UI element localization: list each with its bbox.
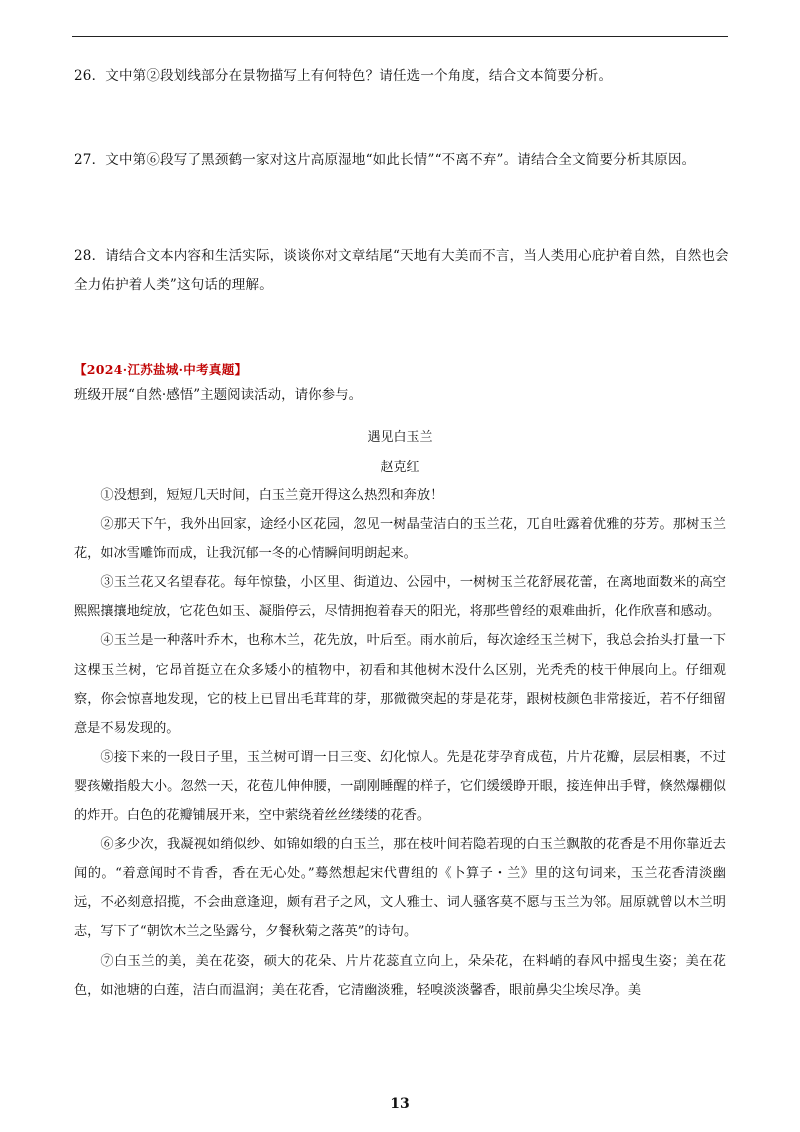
paragraph-2: ②那天下午，我外出回家，途经小区花园，忽见一树晶莹洁白的玉兰花，兀自吐露着优雅的芬芳。那树玉兰花，如冰雪雕饰而成，让我沉郁一冬的心情瞬间明朗起来。: [74, 517, 726, 562]
source-tag: 【2024·江苏盐城·中考真题】: [74, 362, 248, 377]
paragraph-7: ⑦白玉兰的美，美在花姿，硕大的花朵、片片花蕊直立向上，朵朵花，在料峭的春风中摇曳生姿；美在花色，如池塘的白莲，洁白而温润；美在花香，它清幽淡雅，轻嗅淡淡馨香，眼前鼻尖尘埃尽净。美: [74, 953, 726, 998]
paragraph-1: ①没想到，短短几天时间，白玉兰竟开得这么热烈和奔放！: [100, 488, 444, 503]
top-rule: [72, 36, 728, 37]
paragraph-6: ⑥多少次，我凝视如绡似纱、如锦如缎的白玉兰，那在枝叶间若隐若现的白玉兰飘散的花香是不用你靠近去闻的。“着意闻时不肯香，香在无心处。”蓦然想起宋代曹组的《卜算子・兰》里的这句词来，玉兰花香清淡幽远，不必刻意招揽，不会曲意逢迎，颇有君子之风，文人雅士、词人骚客莫不愿与玉兰为邻。屈原就曾以木兰明志，写下了“朝饮木兰之坠露兮，夕餐秋菊之落英”的诗句。: [74, 837, 726, 940]
question-26: 26．文中第②段划线部分在景物描写上有何特色？请任选一个角度，结合文本简要分析。: [74, 68, 613, 84]
article-author: 赵克红: [380, 460, 420, 475]
paragraph-5: ⑤接下来的一段日子里，玉兰树可谓一日三变、幻化惊人。先是花芽孕育成苞，片片花瓣，层层相裹，不过婴孩嫩指般大小。忽然一天，花苞儿伸伸腰，一副刚睡醒的样子，它们缓缓睁开眼，接连伸出手臂，倏然爆棚似的炸开。白色的花瓣铺展开来，空中萦绕着丝丝缕缕的花香。: [74, 749, 726, 824]
activity-intro: 班级开展“自然·感悟”主题阅读活动，请你参与。: [74, 387, 363, 403]
paragraph-3: ③玉兰花又名望春花。每年惊蛰，小区里、街道边、公园中，一树树玉兰花舒展花蕾，在离地面数米的高空熙熙攘攘地绽放，它花色如玉、凝脂停云，尽情拥抱着春天的阳光，将那些曾经的艰难曲折，化作欣喜和感动。: [74, 575, 726, 620]
page-number: 13: [390, 1096, 410, 1112]
paragraph-4: ④玉兰是一种落叶乔木，也称木兰，花先放，叶后至。雨水前后，每次途经玉兰树下，我总会抬头打量一下这棵玉兰树，它昂首挺立在众多矮小的植物中，初看和其他树木没什么区别，光秃秃的枝干伸展向上。仔细观察，你会惊喜地发现，它的枝上已冒出毛茸茸的芽，那微微突起的芽是花芽，跟树枝颜色非常接近，若不仔细留意是不易发现的。: [74, 633, 726, 736]
article-body: [74, 481, 726, 1005]
article-title: 遇见白玉兰: [367, 430, 433, 445]
question-28: 28．请结合文本内容和生活实际，谈谈你对文章结尾“天地有大美而不言，当人类用心庇护着自然，自然也会全力佑护着人类”这句话的理解。: [74, 248, 729, 293]
question-27: 27．文中第⑥段写了黑颈鹤一家对这片高原湿地“如此长情”“不离不弃”。请结合全文简要分析其原因。: [74, 152, 696, 168]
